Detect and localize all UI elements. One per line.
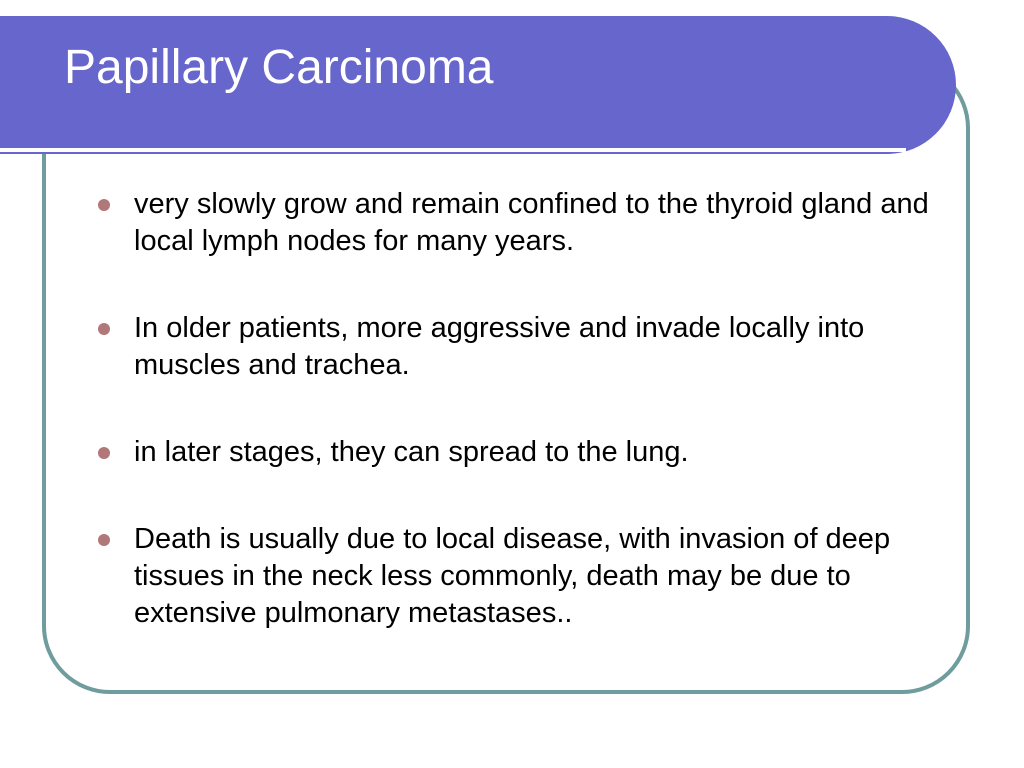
bullet-dot-icon: [98, 199, 110, 211]
bullet-text: Death is usually due to local disease, with invasion of deep tissues in the neck less commonly, death may be due to extensive pulmonary metastases..: [134, 523, 891, 629]
bullet-dot-icon: [98, 323, 110, 335]
bullet-item: [96, 521, 952, 632]
title-underline: [0, 148, 906, 152]
bullet-dot-icon: [98, 534, 110, 546]
bullet-item: [96, 434, 952, 471]
bullet-list: [96, 186, 952, 632]
bullet-dot-icon: [98, 447, 110, 459]
slide-title: Papillary Carcinoma: [64, 41, 494, 94]
bullet-item: [96, 186, 952, 260]
bullet-text: very slowly grow and remain confined to the thyroid gland and local lymph nodes for many years.: [134, 188, 929, 257]
bullet-item: [96, 310, 952, 384]
bullet-text: in later stages, they can spread to the lung.: [134, 436, 689, 468]
bullet-text: In older patients, more aggressive and invade locally into muscles and trachea.: [134, 312, 865, 381]
